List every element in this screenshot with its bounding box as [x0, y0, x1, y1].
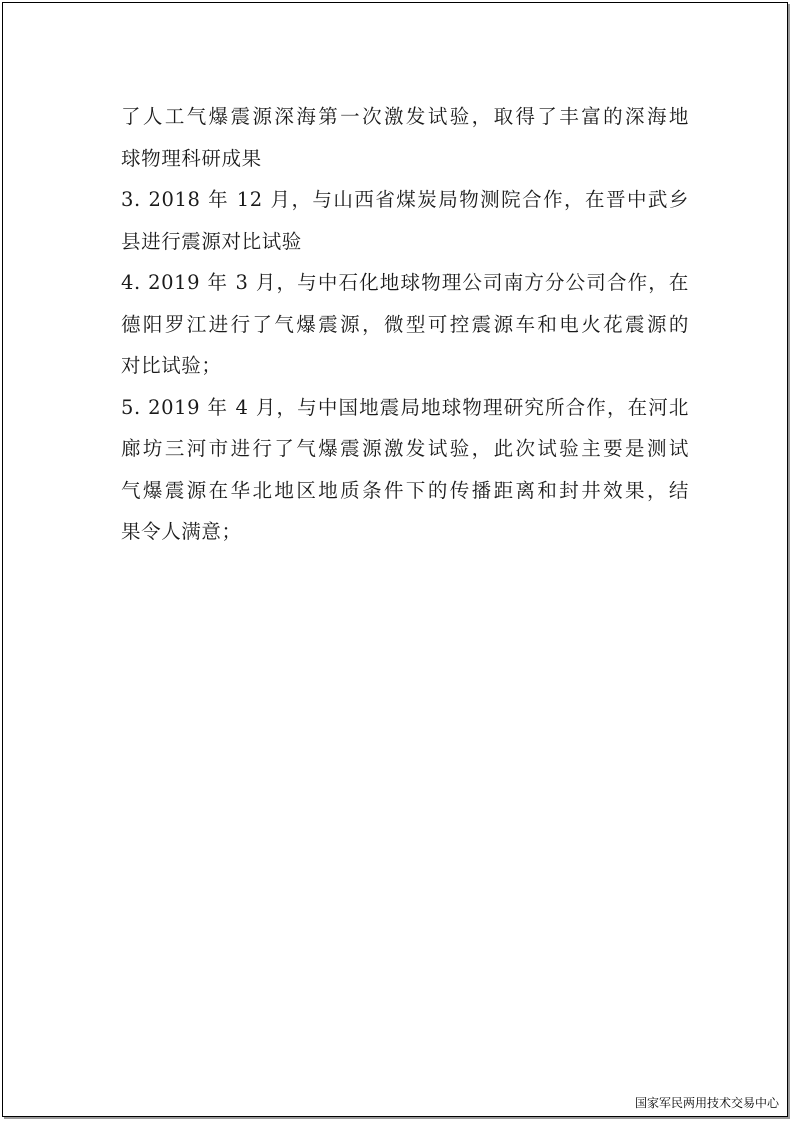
- text-line: 德阳罗江进行了气爆震源，微型可控震源车和电火花震源的: [121, 312, 689, 336]
- text-line: 球物理科研成果: [121, 146, 262, 170]
- text-line: 对比试验；: [121, 354, 222, 377]
- text-line: 气爆震源在华北地区地质条件下的传播距离和封井效果，结: [121, 478, 689, 502]
- text-line: 廊坊三河市进行了气爆震源激发试验，此次试验主要是测试: [121, 437, 689, 460]
- document-body: [121, 96, 689, 553]
- text-line: 了人工气爆震源深海第一次激发试验，取得了丰富的深海地: [121, 105, 689, 128]
- text-line: 3. 2018 年 12 月，与山西省煤炭局物测院合作，在晋中武乡: [121, 188, 689, 211]
- text-line: 5. 2019 年 4 月，与中国地震局地球物理研究所合作，在河北: [121, 395, 689, 419]
- text-line: 县进行震源对比试验: [121, 229, 302, 253]
- text-line: 果令人满意；: [121, 520, 242, 543]
- text-line: 4. 2019 年 3 月，与中石化地球物理公司南方分公司合作，在: [121, 271, 689, 294]
- footer-organization: 国家军民两用技术交易中心: [634, 1096, 779, 1110]
